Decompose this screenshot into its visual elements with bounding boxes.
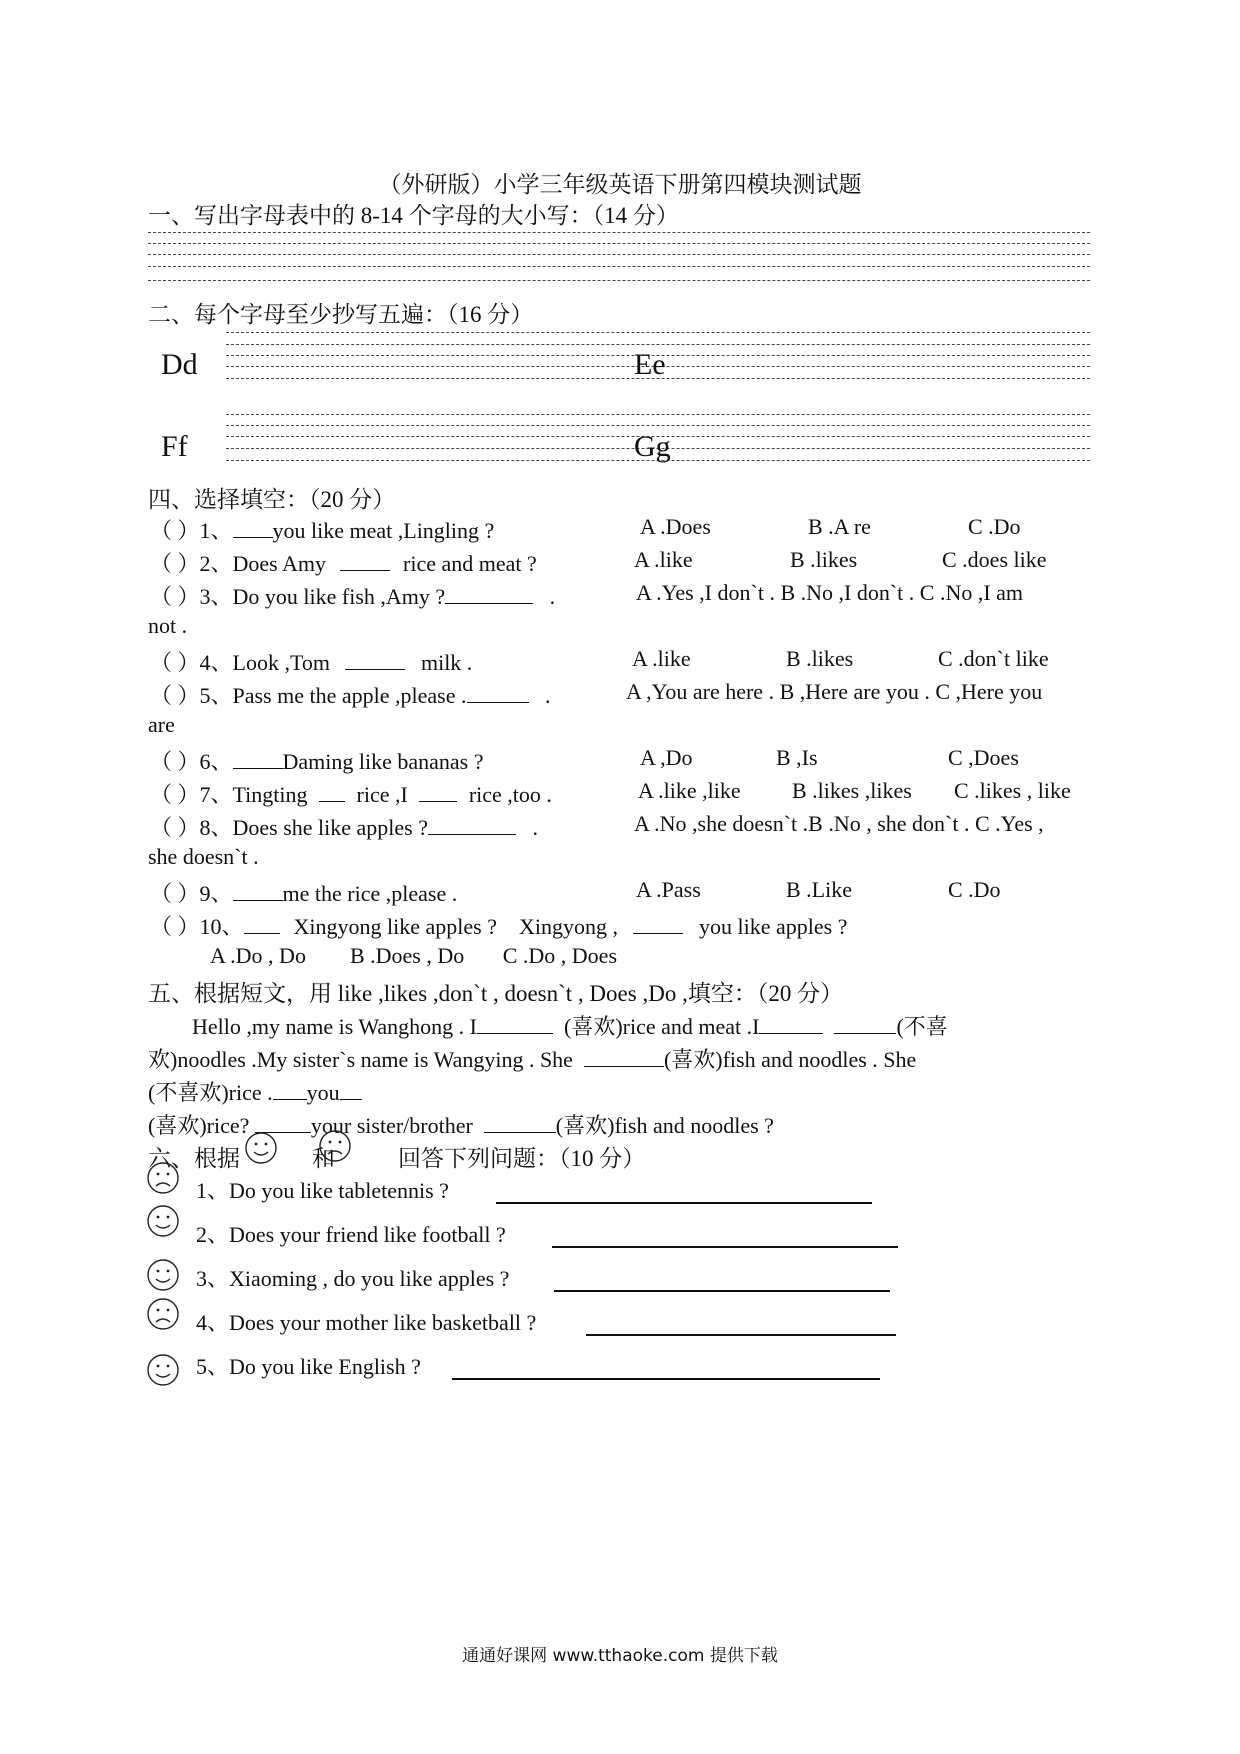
question-stem: （ ）7、Tingting — [150, 782, 308, 807]
blank[interactable] — [273, 1079, 307, 1100]
section-6-heading-c: 回答下列问题：（10 分） — [398, 1146, 646, 1171]
letter-dd: Dd — [161, 348, 198, 381]
option-c: C .Do — [948, 877, 1001, 902]
question-2 — [150, 547, 537, 578]
question-text: you like apples ? — [698, 914, 848, 939]
question-6 — [150, 745, 484, 776]
dashed-line — [148, 232, 1090, 233]
paragraph-text: (喜欢)fish and noodles ? — [555, 1113, 774, 1138]
smiley-face-icon — [244, 1131, 278, 1165]
question-text: you like meat ,Lingling ? — [272, 518, 495, 543]
option-a: A .Pass — [636, 877, 701, 902]
dashed-line — [226, 344, 1090, 345]
question-8-continuation: she doesn`t . — [148, 844, 259, 869]
option-b: B ,Is — [776, 745, 818, 770]
question-text: rice ,I — [356, 782, 408, 807]
paragraph-text: (不喜 — [896, 1014, 948, 1039]
question-text: Xingyong like apples ? — [293, 914, 497, 939]
blank[interactable] — [233, 880, 283, 901]
option-c: C .Do — [968, 514, 1021, 539]
question-text: rice and meat ? — [403, 551, 537, 576]
blank[interactable] — [759, 1013, 823, 1034]
option-b: B .Like — [786, 877, 852, 902]
question-5-options: A ,You are here . B ,Here are you . C ,Here you — [626, 679, 1043, 704]
blank[interactable] — [319, 781, 345, 802]
option-a: A .like ,like — [638, 778, 741, 803]
question-3 — [150, 580, 555, 611]
answer-line-4[interactable] — [586, 1334, 896, 1336]
blank[interactable] — [428, 814, 516, 835]
blank[interactable] — [233, 748, 283, 769]
question-stem: （ ）5、Pass me the apple ,please . — [150, 683, 467, 708]
question-5-continuation: are — [148, 712, 175, 737]
question-8-options: A .No ,she doesn`t .B .No , she don`t . C .Yes , — [634, 811, 1044, 836]
blank[interactable] — [584, 1046, 664, 1067]
question-text: . — [549, 584, 556, 609]
paragraph-text: (喜欢)rice? — [148, 1113, 250, 1138]
option-c: C ,Does — [948, 745, 1019, 770]
question-10-options: A .Do , Do B .Does , Do C .Do , Does — [210, 943, 617, 968]
blank[interactable] — [477, 1013, 553, 1034]
question-stem: （ ）4、Look ,Tom — [150, 650, 330, 675]
dashed-line — [148, 266, 1090, 267]
section-6-heading-b: 和 — [312, 1146, 335, 1171]
section-6-heading-a: 六、根据 — [148, 1146, 240, 1171]
section-2-heading: 二、每个字母至少抄写五遍：（16 分） — [148, 302, 534, 327]
answer-question-3: 3、Xiaoming , do you like apples ? — [196, 1266, 510, 1291]
question-3-continuation: not . — [148, 613, 188, 638]
letter-ff: Ff — [161, 430, 188, 463]
question-9 — [150, 877, 457, 908]
option-c: C .don`t like — [938, 646, 1049, 671]
footer-credit: 通通好课网 www.tthaoke.com 提供下载 — [462, 1646, 778, 1666]
blank[interactable] — [419, 781, 457, 802]
paragraph-text: 欢)noodles .My sister`s name is Wangying . She — [148, 1047, 573, 1072]
smiley-face-icon — [146, 1204, 180, 1238]
question-stem: （ ）3、Do you like fish ,Amy ? — [150, 584, 446, 609]
answer-question-4: 4、Does your mother like basketball ? — [196, 1310, 537, 1335]
blank[interactable] — [445, 583, 533, 604]
blank[interactable] — [244, 913, 280, 934]
paragraph-text: Hello ,my name is Wanghong . I — [192, 1014, 478, 1039]
letter-gg: Gg — [634, 430, 671, 463]
paragraph-line-4 — [148, 1109, 774, 1140]
paragraph-text: (不喜欢)rice . — [148, 1080, 273, 1105]
smiley-face-icon — [146, 1353, 180, 1387]
paragraph-line-2 — [148, 1043, 916, 1074]
sad-face-icon — [146, 1297, 180, 1331]
paragraph-text: you — [306, 1080, 340, 1105]
blank[interactable] — [633, 913, 683, 934]
question-stem: （ ）1、 — [150, 518, 233, 543]
question-text: rice ,too . — [468, 782, 552, 807]
question-stem: （ ）6、 — [150, 749, 233, 774]
page-title: （外研版）小学三年级英语下册第四模块测试题 — [378, 172, 862, 197]
dashed-line — [148, 280, 1090, 281]
dashed-line — [226, 332, 1090, 333]
question-text: . — [545, 683, 551, 708]
blank[interactable] — [345, 649, 405, 670]
option-b: B .likes — [790, 547, 858, 572]
blank[interactable] — [467, 682, 529, 703]
blank[interactable] — [255, 1112, 311, 1133]
dashed-line — [226, 425, 1090, 426]
section-4-heading: 四、选择填空：（20 分） — [148, 487, 396, 512]
blank[interactable] — [834, 1013, 896, 1034]
answer-line-3[interactable] — [554, 1290, 890, 1292]
paragraph-text: (喜欢)rice and meat .I — [564, 1014, 760, 1039]
answer-line-2[interactable] — [552, 1246, 898, 1248]
answer-line-5[interactable] — [452, 1378, 880, 1380]
question-7 — [150, 778, 552, 809]
option-b: B .A re — [808, 514, 871, 539]
question-text: milk . — [420, 650, 473, 675]
smiley-face-icon — [146, 1258, 180, 1292]
question-stem: （ ）9、 — [150, 881, 233, 906]
paragraph-line-1 — [192, 1010, 948, 1041]
question-3-options: A .Yes ,I don`t . B .No ,I don`t . C .No ,I am — [636, 580, 1024, 605]
section-1-heading: 一、写出字母表中的 8-14 个字母的大小写：（14 分） — [148, 203, 679, 228]
question-4 — [150, 646, 472, 677]
paragraph-text: your sister/brother — [310, 1113, 473, 1138]
option-a: A .Does — [640, 514, 711, 539]
question-8 — [150, 811, 538, 842]
answer-line-1[interactable] — [496, 1202, 872, 1204]
letter-ee: Ee — [634, 348, 666, 381]
question-text: me the rice ,please . — [282, 881, 458, 906]
dashed-line — [148, 254, 1090, 255]
blank[interactable] — [340, 550, 390, 571]
answer-question-1: 1、Do you like tabletennis ? — [196, 1178, 449, 1203]
sad-face-icon — [146, 1161, 180, 1195]
option-c: C .likes , like — [954, 778, 1071, 803]
dashed-line — [226, 414, 1090, 415]
dashed-line — [148, 243, 1090, 244]
question-stem: （ ）10、 — [150, 914, 244, 939]
option-b: B .likes ,likes — [792, 778, 912, 803]
question-5 — [150, 679, 551, 710]
option-a: A ,Do — [640, 745, 693, 770]
blank[interactable] — [233, 517, 273, 538]
question-text: Daming like bananas ? — [282, 749, 484, 774]
paragraph-text: (喜欢)fish and noodles . She — [663, 1047, 917, 1072]
blank[interactable] — [484, 1112, 556, 1133]
answer-question-5: 5、Do you like English ? — [196, 1354, 421, 1379]
paragraph-line-3 — [148, 1076, 362, 1107]
sad-face-icon — [318, 1129, 352, 1163]
option-b: B .likes — [786, 646, 854, 671]
section-5-heading: 五、根据短文，用 like ,likes ,don`t , doesn`t , Does ,Do ,填空：（20 分） — [148, 981, 844, 1006]
answer-question-2: 2、Does your friend like football ? — [196, 1222, 506, 1247]
option-a: A .like — [634, 547, 693, 572]
question-text: . — [532, 815, 538, 840]
option-a: A .like — [632, 646, 691, 671]
question-text: Xingyong , — [518, 914, 618, 939]
question-stem: （ ）8、Does she like apples ? — [150, 815, 428, 840]
option-c: C .does like — [942, 547, 1047, 572]
blank[interactable] — [340, 1079, 362, 1100]
question-stem: （ ）2、Does Amy — [150, 551, 327, 576]
question-1 — [150, 514, 494, 545]
question-10 — [150, 910, 847, 941]
